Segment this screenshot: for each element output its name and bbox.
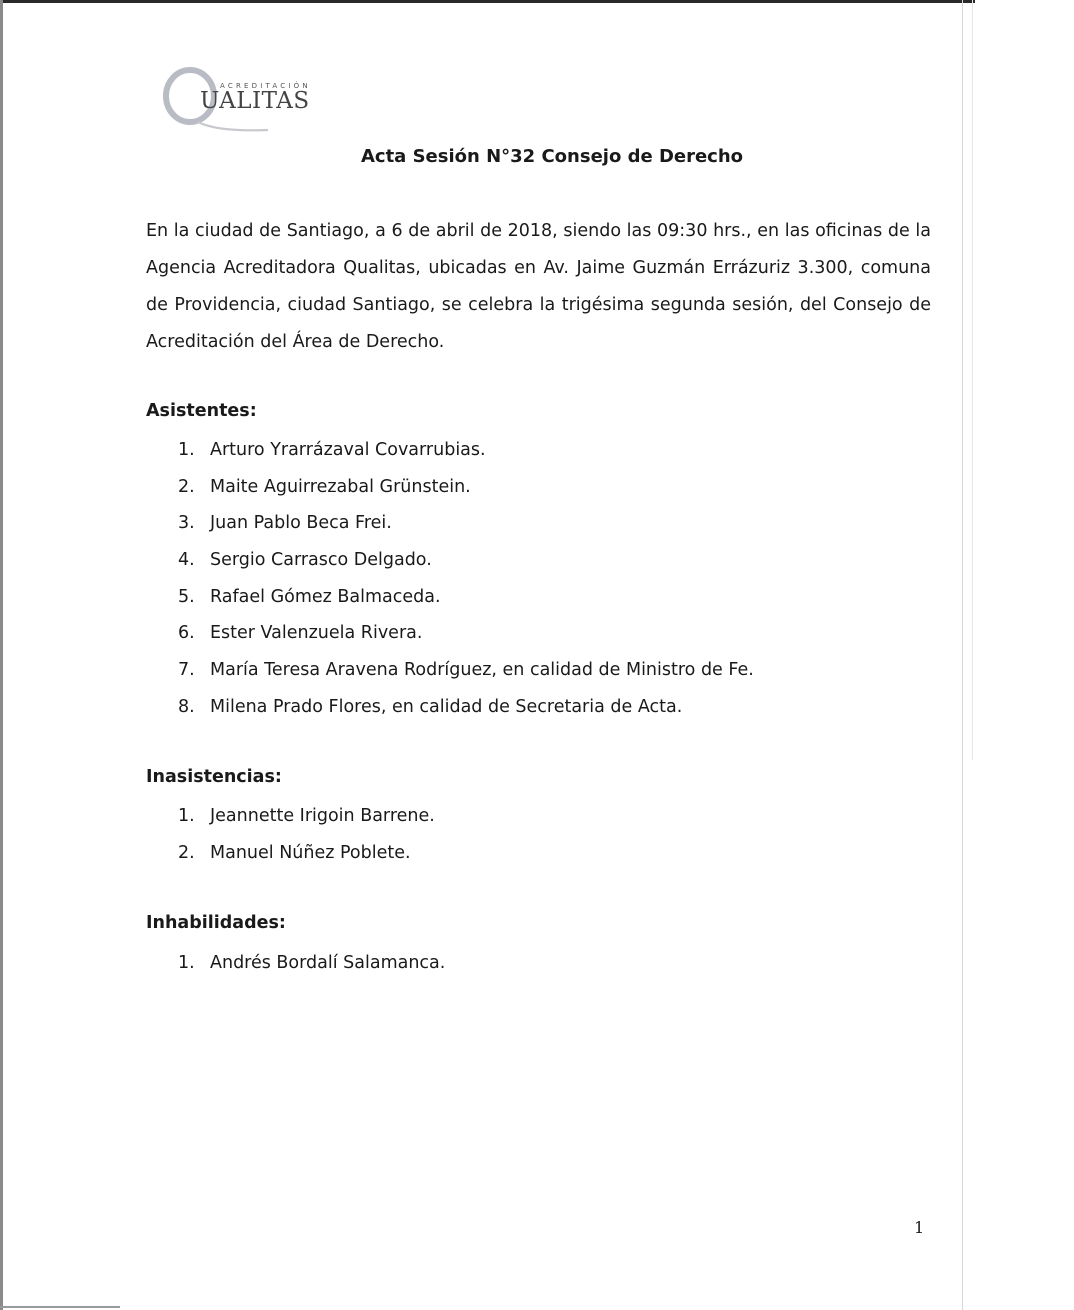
list-item-text: Milena Prado Flores, en calidad de Secretaria de Acta. xyxy=(210,696,683,717)
page-number: 1 xyxy=(914,1218,925,1237)
list-item xyxy=(178,505,754,542)
intro-paragraph: En la ciudad de Santiago, a 6 de abril de 2018, siendo las 09:30 hrs., en las oficinas de la Agencia Acreditadora Qualitas, ubicadas en Av. Jaime Guzmán Errázuriz 3.300, comuna de Providencia, ciudad Santiago, se celebra la trigésima segunda sesión, del Consejo de Acreditación del Área de Derecho. xyxy=(146,221,931,352)
list-item xyxy=(178,615,754,652)
logo-wordmark: UALITAS xyxy=(200,88,310,114)
list-item xyxy=(178,469,754,506)
list-item-number: 8. xyxy=(178,696,195,717)
list-item xyxy=(178,579,754,616)
list-item-number: 1. xyxy=(178,953,195,973)
list-item-text: Arturo Yrarrázaval Covarrubias. xyxy=(210,440,486,460)
scan-edge-right xyxy=(962,0,963,1310)
list-item xyxy=(178,835,435,872)
document-title: Acta Sesión N°32 Consejo de Derecho xyxy=(360,146,744,167)
logo-tagline: ACREDITACIÓN xyxy=(220,82,311,90)
list-item-number: 2. xyxy=(178,842,195,863)
list-item-text: Rafael Gómez Balmaceda. xyxy=(210,586,441,607)
inhabilidades-list xyxy=(178,945,445,982)
list-item xyxy=(178,432,754,469)
list-item xyxy=(178,798,435,835)
list-item-number: 6. xyxy=(178,623,195,644)
list-item xyxy=(178,652,754,689)
list-item-text: Maite Aguirrezabal Grünstein. xyxy=(210,476,471,497)
list-item-number: 4. xyxy=(178,550,195,571)
list-item xyxy=(178,542,754,579)
scan-edge-top xyxy=(0,0,975,3)
asistentes-list xyxy=(178,432,754,726)
inasistencias-heading: Inasistencias: xyxy=(146,767,282,787)
inhabilidades-heading: Inhabilidades: xyxy=(146,913,286,933)
list-item-number: 7. xyxy=(178,660,195,681)
list-item-number: 2. xyxy=(178,476,195,497)
list-item-text: Manuel Núñez Poblete. xyxy=(210,842,411,863)
scan-edge-bottom xyxy=(0,1306,120,1308)
list-item-text: Jeannette Irigoin Barrene. xyxy=(210,806,435,826)
list-item-text: Juan Pablo Beca Frei. xyxy=(210,513,392,534)
scan-edge-right-inner xyxy=(972,0,973,760)
list-item-number: 1. xyxy=(178,440,195,460)
list-item-text: Andrés Bordalí Salamanca. xyxy=(210,953,446,973)
list-item-text: María Teresa Aravena Rodríguez, en calidad de Ministro de Fe. xyxy=(210,660,754,681)
qualitas-logo xyxy=(158,66,338,136)
list-item-number: 1. xyxy=(178,806,195,826)
list-item-text: Ester Valenzuela Rivera. xyxy=(210,623,423,644)
list-item xyxy=(178,945,445,982)
list-item-text: Sergio Carrasco Delgado. xyxy=(210,550,432,571)
list-item-number: 3. xyxy=(178,513,195,534)
asistentes-heading: Asistentes: xyxy=(146,401,257,421)
scan-edge-left xyxy=(0,0,3,1310)
list-item-number: 5. xyxy=(178,586,195,607)
list-item xyxy=(178,689,754,726)
inasistencias-list xyxy=(178,798,435,871)
